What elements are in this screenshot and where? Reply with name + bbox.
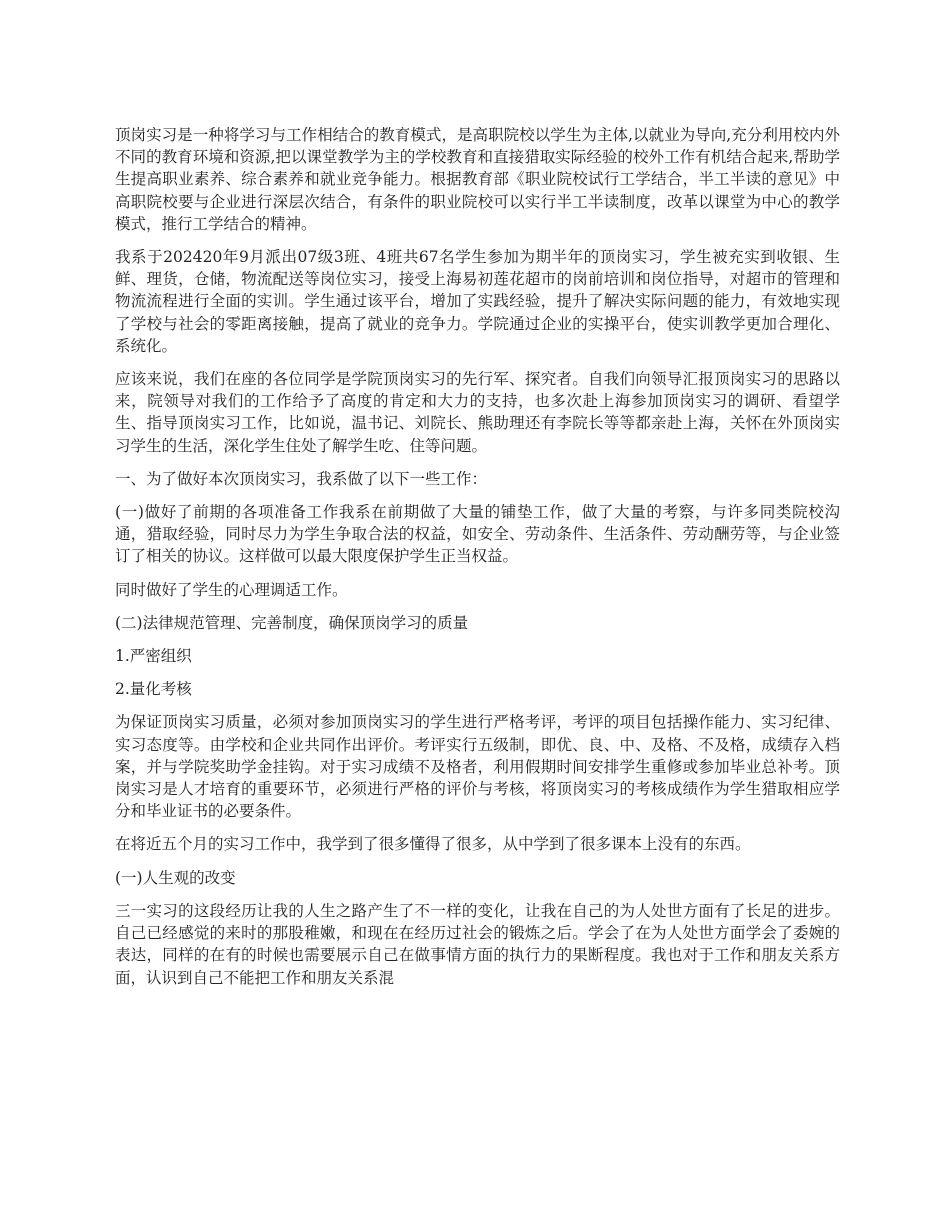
paragraph-preparation: (一)做好了前期的各项准备工作我系在前期做了大量的铺垫工作，做了大量的考察，与许多同类院校沟通，猎取经验，同时尽力为学生争取合法的权益，如安全、劳动条件、生活条件、劳动酬劳等，与企业签订了相关的协议。这样做可以最大限度保护学生正当权益。 — [115, 503, 840, 566]
subheading-outlook: (一)人生观的改变 — [115, 868, 236, 887]
document-body — [115, 124, 840, 1000]
paragraph-dispatch: 我系于202420年9月派出07级3班、4班共67名学生参加为期半年的顶岗实习，学生被充实到收银、生鲜、理货，仓储，物流配送等岗位实习，接受上海易初莲花超市的岗前培训和岗位指导，对超市的管理和物流流程进行全面的实训。学生通过该平台，增加了实践经验，提升了解决实际问题的能力，有效地实现了学校与社会的零距离接触，提高了就业的竞争力。学院通过企业的实操平台，使实训教学更加合理化、系统化。 — [115, 248, 840, 355]
subheading-management: (二)法律规范管理、完善制度，确保顶岗学习的质量 — [115, 613, 469, 632]
paragraph-psychology: 同时做好了学生的心理调适工作。 — [115, 580, 348, 599]
paragraph-intro: 顶岗实习是一种将学习与工作相结合的教育模式，是高职院校以学生为主体,以就业为导向,充分利用校内外不同的教育环境和资源,把以课堂教学为主的学校教育和直接猎取实际经验的校外工作有机结合起来,帮助学生提高职业素养、综合素养和就业竞争能力。根据教育部《职业院校试行工学结合，半工半读的意见》中高职院校要与企业进行深层次结合，有条件的职业院校可以实行半工半读制度，改革以课堂为中心的教学模式，推行工学结合的精神。 — [115, 126, 840, 233]
section-heading-work: 一、为了做好本次顶岗实习，我系做了以下一些工作： — [115, 469, 488, 488]
paragraph-evaluation: 为保证顶岗实习质量，必须对参加顶岗实习的学生进行严格考评，考评的项目包括操作能力、实习纪律、实习态度等。由学校和企业共同作出评价。考评实行五级制，即优、良、中、及格、不及格，成绩存入档案，并与学院奖助学金挂钩。对于实习成绩不及格者，利用假期时间安排学生重修或参加毕业总补考。顶岗实习是人才培育的重要环节，必须进行严格的评价与考核，将顶岗实习的考核成绩作为学生猎取相应学分和毕业证书的必要条件。 — [115, 713, 840, 821]
list-item-assessment: 2.量化考核 — [115, 680, 192, 699]
list-item-organization: 1.严密组织 — [115, 647, 192, 666]
paragraph-experience: 三一实习的这段经历让我的人生之路产生了不一样的变化，让我在自己的为人处世方面有了长足的进步。自己已经感觉的来时的那股稚嫩，和现在在经历过社会的锻炼之后。学会了在为人处世方面学会了委婉的表达，同样的在有的时候也需要展示自己在做事情方面的执行力的果断程度。我也对于工作和朋友关系方面，认识到自己不能把工作和朋友关系混 — [115, 901, 840, 987]
paragraph-support: 应该来说，我们在座的各位同学是学院顶岗实习的先行军、探究者。自我们向领导汇报顶岗实习的思路以来，院领导对我们的工作给予了高度的肯定和大力的支持，也多次赴上海参加顶岗实习的调研、看望学生、指导顶岗实习工作，比如说，温书记、刘院长、熊助理还有李院长等等都亲赴上海，关怀在外顶岗实习学生的生活，深化学生住处了解学生吃、住等问题。 — [115, 370, 840, 455]
paragraph-learned: 在将近五个月的实习工作中，我学到了很多懂得了很多，从中学到了很多课本上没有的东西。 — [115, 835, 751, 854]
